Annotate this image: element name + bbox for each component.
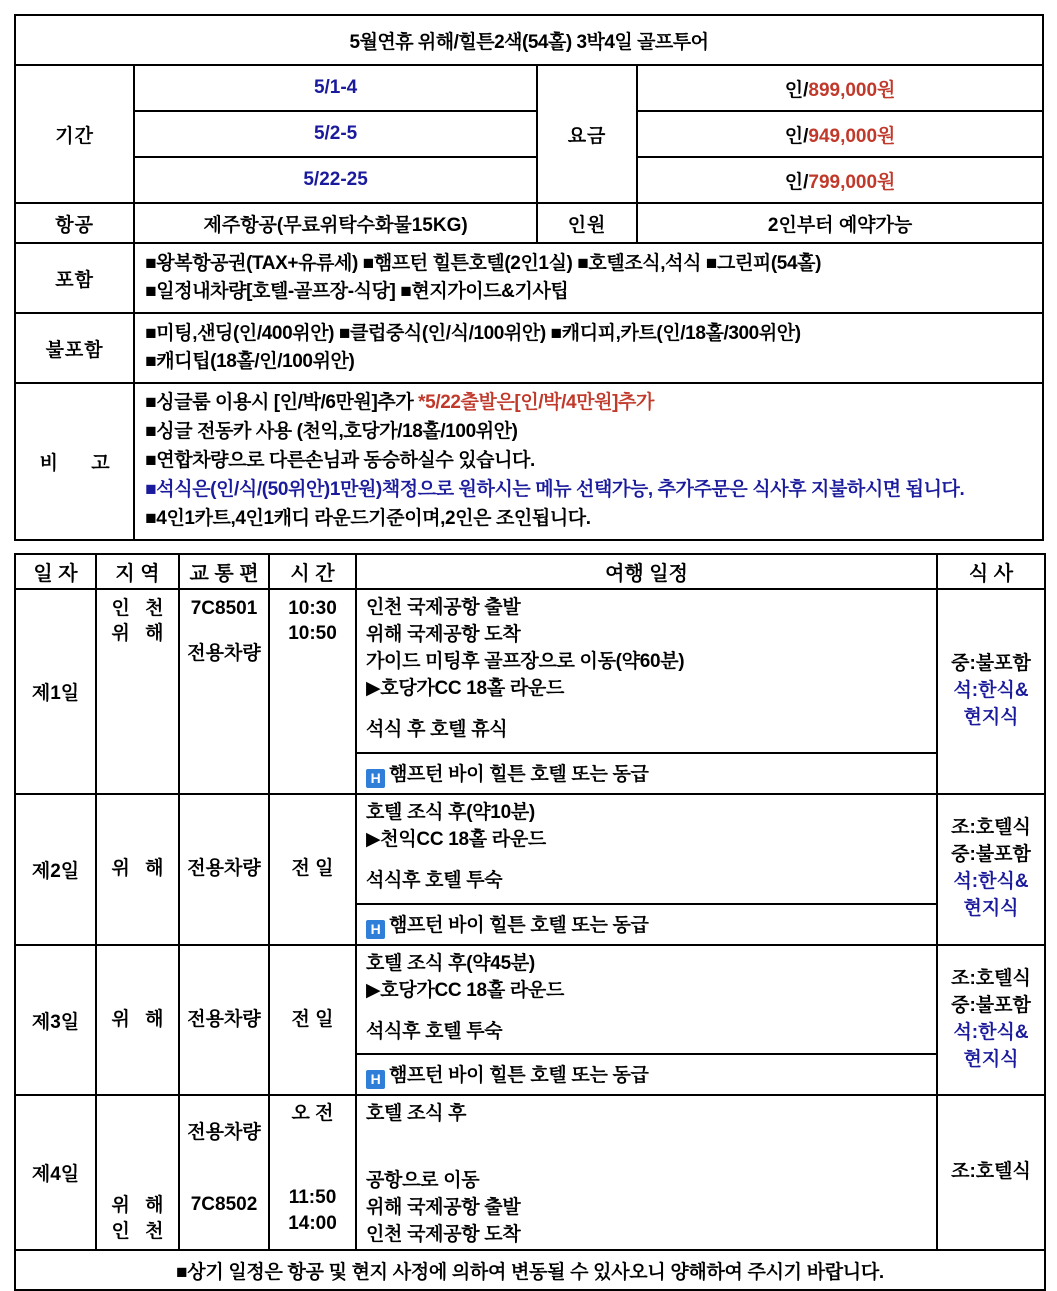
remark-row: [15, 383, 1043, 539]
schedule-spacer: [366, 703, 936, 717]
period-value-1: 5/1-4: [134, 65, 537, 111]
hotel-row-1: [357, 752, 936, 793]
col-header-time: 시 간: [269, 554, 356, 589]
schedule-lines: [357, 590, 936, 752]
hotel-row-2: [357, 903, 936, 944]
day-area-3: [96, 945, 179, 1096]
day-time-4: [269, 1095, 356, 1250]
time-line: 10:30: [288, 597, 337, 619]
meal-line: 조:호텔식: [951, 968, 1031, 990]
exclude-line-1: ■미팅,샌딩(인/400위안) ■클럽중식(인/식/100위안) ■캐디피,카트(인/18홀/300위안): [145, 323, 801, 345]
col-header-schedule: 여행 일정: [356, 554, 937, 589]
include-line-1: ■왕복항공권(TAX+유류세) ■햄프턴 힐튼호텔(2인1실) ■호텔조식,석식 ■그린피(54홀): [145, 253, 821, 274]
price-amount-2: 949,000원: [808, 125, 896, 147]
meal-line: 석:한식&: [953, 679, 1029, 701]
itinerary-footer-row: [15, 1250, 1045, 1290]
price-value-3: [637, 157, 1043, 203]
meal-line: 중:불포함: [951, 844, 1031, 866]
price-prefix-1: 인/: [784, 79, 809, 101]
price-amount-3: 799,000원: [808, 171, 896, 193]
exclude-line-2: ■캐디팁(18홀/인/100위안): [145, 351, 355, 373]
area-line: 인 천: [111, 1220, 169, 1242]
meal-line: 현지식: [963, 898, 1019, 920]
area-line: 위 해: [111, 858, 169, 880]
table-row: [15, 945, 1045, 1096]
area-line: 위 해: [111, 1009, 169, 1031]
day-time-2: [269, 794, 356, 945]
day-time-3: [269, 945, 356, 1096]
time-line: 14:00: [288, 1212, 337, 1234]
period-row-2: [15, 111, 1043, 157]
remark-label: 비 고: [15, 383, 134, 539]
meal-line: 조:호텔식: [951, 817, 1031, 839]
col-header-area: 지 역: [96, 554, 179, 589]
area-line: 위 해: [111, 623, 169, 645]
schedule-line: 석식후 호텔 투숙: [366, 869, 503, 891]
price-amount-1: 899,000원: [808, 79, 896, 101]
schedule-line: ▶호당가CC 18홀 라운드: [366, 677, 565, 699]
day-label-4: 제4일: [15, 1095, 96, 1250]
include-row: [15, 243, 1043, 313]
day-meal-1: [937, 589, 1045, 794]
transport-line: 7C8501: [190, 597, 258, 619]
meal-line: 중:불포함: [951, 652, 1031, 674]
day-transport-2: [179, 794, 269, 945]
day-transport-3: [179, 945, 269, 1096]
day-transport-1: [179, 589, 269, 794]
meal-line: 현지식: [963, 706, 1019, 728]
transport-line: 전용차량: [187, 858, 261, 880]
meal-line: 조:호텔식: [951, 1161, 1031, 1183]
remark-line-4: ■석식은(인/식/(50위안)1만원)책정으로 원하시는 메뉴 선택가능, 추가주문은 식사후 지불하시면 됩니다.: [145, 479, 965, 501]
hotel-row-3: [357, 1053, 936, 1094]
hotel-h-badge-icon: H: [366, 769, 385, 788]
itinerary-table: [14, 553, 1046, 1291]
col-header-meal: 식 사: [937, 554, 1045, 589]
transport-line: 전용차량: [187, 643, 261, 665]
remark-line-1-red: *5/22출발은[인/박/4만원]추가: [418, 392, 654, 414]
day-time-1: [269, 589, 356, 794]
transport-line: 7C8502: [190, 1194, 258, 1216]
day-label-3: 제3일: [15, 945, 96, 1096]
remark-line-1-black: ■싱글룸 이용시 [인/박/6만원]추가: [145, 392, 419, 414]
area-line: 위 해: [111, 1195, 169, 1217]
hotel-name: 햄프턴 바이 힐튼 호텔 또는 동급: [389, 914, 649, 936]
day-meal-3: [937, 945, 1045, 1096]
transport-line: 전용차량: [187, 1122, 261, 1144]
schedule-line: 공항으로 이동: [366, 1170, 480, 1192]
time-line: 전 일: [291, 858, 334, 880]
schedule-line: 호텔 조식 후(약10분): [366, 801, 535, 823]
price-prefix-3: 인/: [784, 171, 809, 193]
remark-line-5: ■4인1카트,4인1캐디 라운드기준이며,2인은 조인됩니다.: [145, 507, 591, 529]
meal-line: 현지식: [963, 1048, 1019, 1070]
day-schedule-1: [356, 589, 937, 794]
schedule-spacer: [366, 1005, 936, 1019]
fare-label: 요금: [537, 65, 637, 203]
schedule-spacer: [366, 854, 936, 868]
day-schedule-3: [356, 945, 937, 1096]
remark-line-3: ■연합차량으로 다른손님과 동승하실수 있습니다.: [145, 450, 535, 472]
hotel-h-badge-icon: H: [366, 1070, 385, 1089]
hotel-name: 햄프턴 바이 힐튼 호텔 또는 동급: [389, 763, 649, 785]
itinerary-header-row: [15, 554, 1045, 589]
price-value-1: [637, 65, 1043, 111]
pax-value: 2인부터 예약가능: [637, 203, 1043, 243]
meal-line: 중:불포함: [951, 995, 1031, 1017]
airline-label: 항공: [15, 203, 134, 243]
col-header-date: 일 자: [15, 554, 96, 589]
period-value-3: 5/22-25: [134, 157, 537, 203]
schedule-line: 석식후 호텔 투숙: [366, 1020, 503, 1042]
period-row-1: [15, 65, 1043, 111]
hotel-name: 햄프턴 바이 힐튼 호텔 또는 동급: [389, 1065, 649, 1087]
day-meal-2: [937, 794, 1045, 945]
day-label-1: 제1일: [15, 589, 96, 794]
schedule-lines: [357, 946, 936, 1054]
price-prefix-2: 인/: [784, 125, 809, 147]
time-line: 전 일: [291, 1009, 334, 1031]
meal-line: 석:한식&: [953, 871, 1029, 893]
airline-row: [15, 203, 1043, 243]
exclude-row: [15, 313, 1043, 383]
period-label: 기간: [15, 65, 134, 203]
day-meal-4: [937, 1095, 1045, 1250]
time-line: 오 전: [291, 1103, 334, 1125]
schedule-spacer: [366, 1128, 936, 1168]
meal-line: 석:한식&: [953, 1022, 1029, 1044]
pax-label: 인원: [537, 203, 637, 243]
schedule-line: ▶천익CC 18홀 라운드: [366, 828, 546, 850]
day-schedule-2: [356, 794, 937, 945]
table-row: [15, 1095, 1045, 1250]
tour-info-table: [14, 14, 1044, 541]
include-label: 포함: [15, 243, 134, 313]
airline-value: 제주항공(무료위탁수화물15KG): [134, 203, 537, 243]
page-title: 5월연휴 위해/힐튼2색(54홀) 3박4일 골프투어: [15, 15, 1043, 65]
schedule-line: 호텔 조식 후: [366, 1103, 467, 1125]
schedule-line: 호텔 조식 후(약45분): [366, 952, 535, 974]
col-header-transport: 교 통 편: [179, 554, 269, 589]
include-line-2: ■일정내차량[호텔-골프장-식당] ■현지가이드&기사팁: [145, 281, 569, 303]
schedule-line: 가이드 미팅후 골프장으로 이동(약60분): [366, 650, 685, 672]
day-area-2: [96, 794, 179, 945]
day-area-4: [96, 1095, 179, 1250]
period-value-2: 5/2-5: [134, 111, 537, 157]
schedule-line: 위해 국제공항 출발: [366, 1197, 521, 1219]
itinerary-footer-note: ■상기 일정은 항공 및 현지 사정에 의하여 변동될 수 있사오니 양해하여 주시기 바랍니다.: [15, 1250, 1045, 1290]
day-label-2: 제2일: [15, 794, 96, 945]
schedule-line: 석식 후 호텔 휴식: [366, 718, 508, 740]
time-line: 11:50: [288, 1187, 337, 1209]
area-line: 인 천: [111, 597, 169, 619]
include-list: [134, 243, 1043, 313]
period-row-3: [15, 157, 1043, 203]
title-row: [15, 15, 1043, 65]
remark-list: [134, 383, 1043, 539]
remark-line-2: ■싱글 전동카 사용 (천익,호당가/18홀/100위안): [145, 421, 518, 443]
schedule-lines: [357, 1096, 936, 1249]
day-transport-4: [179, 1095, 269, 1250]
transport-line: 전용차량: [187, 1009, 261, 1031]
table-row: [15, 589, 1045, 794]
price-value-2: [637, 111, 1043, 157]
table-row: [15, 794, 1045, 945]
exclude-list: [134, 313, 1043, 383]
hotel-h-badge-icon: H: [366, 920, 385, 939]
schedule-line: ▶호당가CC 18홀 라운드: [366, 979, 565, 1001]
remark-line-1: [145, 389, 1042, 418]
schedule-line: 위해 국제공항 도착: [366, 623, 521, 645]
schedule-line: 인천 국제공항 도착: [366, 1224, 521, 1246]
schedule-line: 인천 국제공항 출발: [366, 596, 521, 618]
day-schedule-4: [356, 1095, 937, 1250]
schedule-lines: [357, 795, 936, 903]
time-line: 10:50: [288, 623, 337, 645]
exclude-label: 불포함: [15, 313, 134, 383]
day-area-1: [96, 589, 179, 794]
